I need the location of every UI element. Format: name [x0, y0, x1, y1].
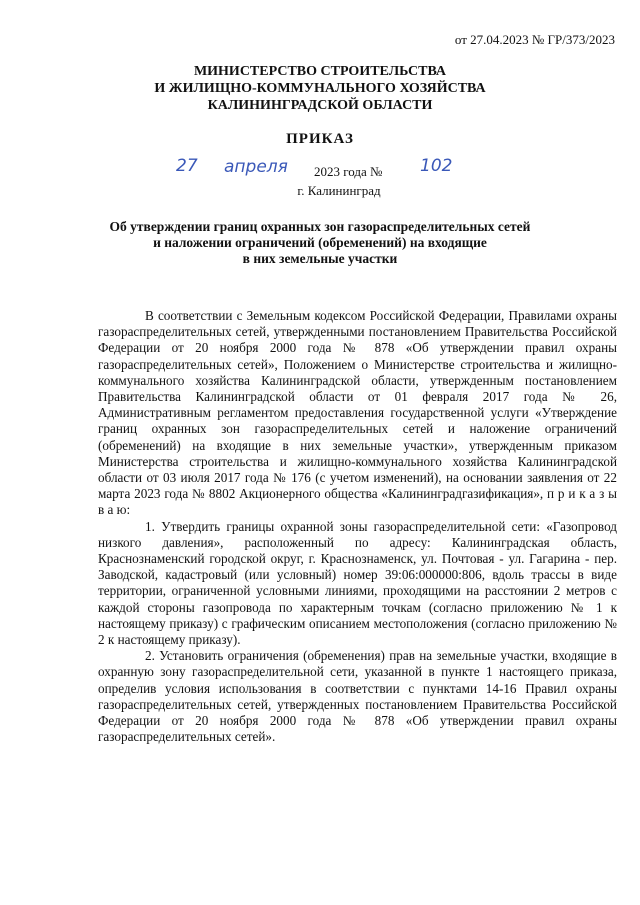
order-title: ПРИКАЗ — [286, 131, 354, 147]
registration-number: от 27.04.2023 № ГР/373/2023 — [454, 32, 615, 47]
ministry-line: КАЛИНИНГРАДСКОЙ ОБЛАСТИ — [207, 98, 433, 113]
ministry-line: И ЖИЛИЩНО-КОММУНАЛЬНОГО ХОЗЯЙСТВА — [154, 81, 486, 96]
ministry-line: МИНИСТЕРСТВО СТРОИТЕЛЬСТВА — [193, 64, 447, 79]
year-label: 2023 года № — [314, 164, 383, 179]
preamble-paragraph: В соответствии с Земельным кодексом Российской Федерации, Правилами охраны газораспределительных сетей, утвержденными постановлением Правительства Российской Федерации от 20 ноября 2000 года № 878 «Об утверждении правил охраны газораспределительных сетей», Положением о Министерстве строительства и жилищно-коммунального хозяйства Калининградской области, утвержденным постановлением Правительства Калининградской области от 01 февраля 2017 года № 26, Административным регламентом предоставления государственной услуги «Утверждение границ охранных зон газораспределительных сетей и наложение ограничений (обременений) на входящие в них земельные участки», утвержденным приказом Министерства строительства и жилищно-коммунального хозяйства Калининградской области от 03 июля 2017 года № 176 (с учетом изменений), на основании заявления от 22 марта 2023 года № 8802 Акционерного общества «Калининградгазификация», п р и к а з ы в а ю: — [98, 308, 617, 518]
subject-line: и наложении ограничений (обременений) на входящие — [153, 235, 487, 250]
order-subject — [0, 219, 640, 267]
handwritten-month: апреля — [224, 157, 288, 177]
handwritten-day: 27 — [176, 156, 198, 176]
ministry-name — [0, 63, 640, 114]
subject-line: в них земельные участки — [242, 251, 398, 266]
handwritten-order-number: 102 — [420, 156, 453, 176]
clause-1-paragraph: 1. Утвердить границы охранной зоны газораспределительной сети: «Газопровод низкого давления», расположенный по адресу: Калининградская область, Краснознаменский городской округ, г. Краснознаменск, ул. Почтовая - ул. Гагарина - пер. Заводской, кадастровый (или условный) номер 39:06:000000:806, вдоль трассы в виде территории, ограниченной условными линиями, проходящими на расстоянии 2 метров с каждой стороны газопровода по характерным точкам (согласно приложению № 1 к настоящему приказу) с графическим описанием местоположения (согласно приложению № 2 к настоящему приказу). — [98, 518, 617, 648]
order-body — [98, 308, 617, 745]
subject-line: Об утверждении границ охранных зон газораспределительных сетей — [109, 219, 531, 234]
city: г. Калининград — [297, 183, 381, 198]
clause-2-paragraph: 2. Установить ограничения (обременения) прав на земельные участки, входящие в охранную зону газораспределительной сети, указанной в пункте 1 настоящего приказа, определив условия использования в соответствии с пунктами 14-16 Правил охраны газораспределительных сетей, утвержденных постановлением Правительства Российской Федерации от 20 ноября 2000 года № 878 «Об утверждении правил охраны газораспределительных сетей». — [98, 648, 617, 745]
